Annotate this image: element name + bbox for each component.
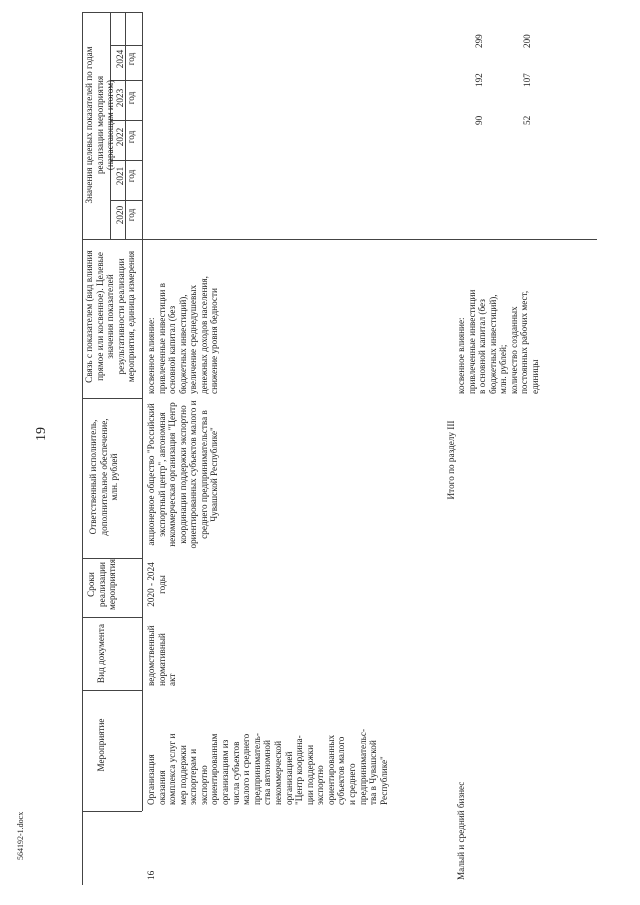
row-doc-type: ведомственный нормативный акт [146, 625, 178, 686]
row-executor: акционерное общество "Российский экспортный центр", автономная некоммерческая организация "Центр координации поддержки экспортно ориентированных субъектов малого и среднего предпринимательства в Чувашской Республике" [146, 400, 220, 549]
line-terms-doctype [82, 617, 142, 618]
header-year-2020: 2020 год [115, 205, 136, 225]
header-link: Связь с показателем (вид влияния прямое или косвенное). Целевые значения показателей результативности реализации мероприятия, единица измерения [84, 250, 137, 383]
row-measure: Организация оказания комплекса услуг и мер поддержки экспортерам и экспортно ориентированным организациям из числа субъектов малого и среднего предприниматель- ства автономной некоммерческой организацией "Центр координа- ции поддержки экспортно ориентированных субъектов малого и среднего предпринимательс- тва в Чувашской Республике" [146, 729, 389, 805]
msb-jobs-2024: 200 [522, 34, 532, 48]
table-border-left [82, 12, 83, 885]
header-measure: Мероприятие [96, 718, 106, 772]
row-number: 16 [146, 870, 156, 880]
header-doc-type: Вид документа [96, 623, 106, 684]
page-number: 19 [34, 427, 49, 441]
msb-invest-2022: 90 [474, 115, 484, 125]
line-measure-num [82, 811, 142, 812]
header-values-title: Значения целевых показателей по годам реализации мероприятия (нарастающим итогом) [84, 46, 116, 204]
table-border-right [82, 12, 142, 13]
line-doctype-measure [82, 690, 142, 691]
msb-invest-2023: 192 [474, 73, 484, 87]
msb-jobs-2022: 52 [522, 115, 532, 125]
table-border-header [142, 12, 143, 811]
header-year-2022: 2022 год [115, 127, 136, 147]
header-executor: Ответственный исполнитель, дополнительное обеспечение, млн. рублей [88, 418, 120, 536]
header-year-2024: 2024 год [115, 49, 136, 69]
row-terms: 2020 - 2024 годы [146, 562, 167, 607]
section-total-label: Итого по разделу III [446, 420, 456, 500]
msb-link: косвенное влияние: привлеченные инвестиции в основной капитал (без бюджетных инвестиций), млн. рублей; количество созданных постоянных рабочих мест, единицы [456, 289, 541, 394]
header-year-2021: 2021 год [115, 166, 136, 186]
msb-invest-2024: 299 [474, 34, 484, 48]
header-terms: Сроки реализации мероприятия [86, 559, 118, 610]
row-link: косвенное влияние: привлеченные инвестиции в основной капитал (без бюджетных инвестиций), увеличение среднедушевых денежных доходов населения, снижение уровня бедности [146, 276, 220, 394]
msb-label: Малый и средний бизнес [456, 781, 466, 880]
line-link-executor [82, 398, 142, 399]
msb-jobs-2023: 107 [522, 73, 532, 87]
header-year-2023: 2023 год [115, 88, 136, 108]
footer-filename: 564192-1.docx [16, 811, 25, 860]
